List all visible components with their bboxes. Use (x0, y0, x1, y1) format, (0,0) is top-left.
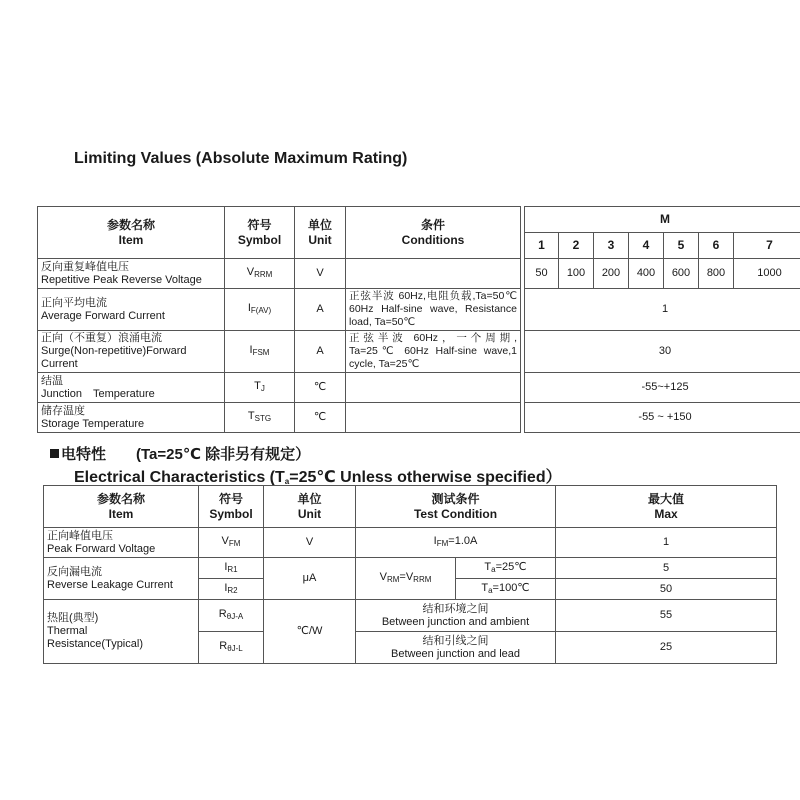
item-rth (44, 600, 199, 664)
symbol-vrrm: $V_{RRM}$ (225, 259, 295, 289)
max-rth-jl: 25 (556, 632, 777, 664)
item-cn: 热阻(典型) (47, 612, 99, 624)
cond-en: Between junction and ambient (381, 615, 530, 628)
header-symbol-cn: 符号 (247, 217, 272, 232)
grade-1: 1 (525, 233, 559, 259)
table-row (38, 373, 800, 403)
header-unit (295, 207, 346, 259)
max-rth-ja: 55 (556, 600, 777, 632)
grade-6: 6 (699, 233, 734, 259)
unit-ifsm: A (295, 331, 346, 373)
item-vrrm (38, 259, 225, 289)
item-en: Resistance(Typical) (47, 638, 143, 650)
item-tj (38, 373, 225, 403)
header-max-cn: 最大值 (648, 491, 685, 506)
cond-tj (346, 373, 521, 403)
header-conditions-en: Conditions (401, 232, 465, 247)
item-en: Peak Forward Voltage (47, 542, 156, 555)
bullet-square-icon (50, 449, 59, 458)
header-max (556, 486, 777, 528)
item-en: Average Forward Current (41, 309, 165, 322)
max-ir1: 5 (556, 558, 777, 579)
item-cn: 正向平均电流 (41, 296, 107, 309)
max-ir2: 50 (556, 579, 777, 600)
max-vfm: 1 (556, 528, 777, 558)
table-row (38, 289, 800, 331)
value-vrrm-5: 600 (664, 259, 699, 289)
header-symbol (199, 486, 264, 528)
value-vrrm-1: 50 (525, 259, 559, 289)
header-symbol-cn: 符号 (218, 491, 243, 506)
header-item-en: Item (108, 506, 134, 521)
cond-ir-ta2: $T_a=100℃$ (456, 579, 556, 600)
table-row (38, 259, 800, 289)
value-vrrm-7: 1000 (734, 259, 800, 289)
header-item (44, 486, 199, 528)
value-vrrm-2: 100 (559, 259, 594, 289)
grade-3: 3 (594, 233, 629, 259)
table-row (38, 331, 800, 373)
header-item-en: Item (118, 232, 144, 247)
cond-ifsm: 正弦半波 60Hz，一个周期, Ta=25℃ 60Hz Half-sine wave,1 cycle, Ta=25℃ (346, 331, 521, 373)
value-tj: -55~+125 (525, 373, 800, 403)
cond-rth-jl (356, 632, 556, 664)
header-unit-cn: 单位 (307, 217, 332, 232)
value-tstg: -55 ~ +150 (525, 403, 800, 433)
header-unit-en: Unit (308, 232, 332, 247)
header-symbol-en: Symbol (209, 506, 253, 521)
item-ifsm (38, 331, 225, 373)
header-item (38, 207, 225, 259)
symbol-ir1: $I_{R1}$ (199, 558, 264, 579)
cond-ir: $V_{RM}=V_{RRM}$ (356, 558, 456, 600)
electrical-characteristics-table (43, 485, 777, 664)
value-vrrm-6: 800 (699, 259, 734, 289)
header-item-cn: 参数名称 (106, 217, 155, 232)
table-row (44, 600, 777, 632)
grade-7: 7 (734, 233, 800, 259)
value-ifav: 1 (525, 289, 800, 331)
item-ifav (38, 289, 225, 331)
header-test-condition-en: Test Condition (413, 506, 498, 521)
unit-vrrm: V (295, 259, 346, 289)
limiting-values-table (37, 206, 800, 433)
value-vrrm-4: 400 (629, 259, 664, 289)
header-symbol (225, 207, 295, 259)
grade-5: 5 (664, 233, 699, 259)
symbol-ifsm: $I_{FSM}$ (225, 331, 295, 373)
unit-ir: μA (264, 558, 356, 600)
header-test-condition (356, 486, 556, 528)
unit-ifav: A (295, 289, 346, 331)
table-row (44, 558, 777, 579)
cond-en: Between junction and lead (390, 647, 521, 660)
item-cn: 正向（不重复）浪涌电流 (41, 332, 162, 344)
item-cn: 反向重复峰值电压 (41, 260, 129, 273)
header-item-cn: 参数名称 (96, 491, 145, 506)
item-en: Surge(Non-repetitive)Forward Current (41, 345, 187, 370)
cond-ir-ta1: $T_a=25℃$ (456, 558, 556, 579)
table-row (38, 403, 800, 433)
symbol-tstg: $T_{STG}$ (225, 403, 295, 433)
item-cn: 正向峰值电压 (47, 529, 113, 542)
value-vrrm-3: 200 (594, 259, 629, 289)
item-cn: 反向漏电流 (47, 565, 102, 578)
grade-4: 4 (629, 233, 664, 259)
value-ifsm: 30 (525, 331, 800, 373)
symbol-tj: $T_J$ (225, 373, 295, 403)
item-tstg (38, 403, 225, 433)
symbol-vfm: $V_{FM}$ (199, 528, 264, 558)
header-max-en: Max (654, 506, 678, 521)
unit-tstg: ℃ (295, 403, 346, 433)
item-en: Reverse Leakage Current (47, 578, 173, 591)
cond-rth-ja (356, 600, 556, 632)
header-group-m: M (525, 207, 800, 233)
item-cn: 结温 (41, 374, 63, 387)
cond-cn: 结和环境之间 (422, 602, 489, 615)
grade-2: 2 (559, 233, 594, 259)
symbol-rth-jl: $R_{\theta J-L}$ (199, 632, 264, 664)
header-conditions-cn: 条件 (420, 217, 445, 232)
header-unit-cn: 单位 (297, 491, 322, 506)
cond-vrrm (346, 259, 521, 289)
cond-cn: 结和引线之间 (422, 634, 489, 647)
item-ir (44, 558, 199, 600)
unit-tj: ℃ (295, 373, 346, 403)
header-unit-en: Unit (297, 506, 322, 521)
symbol-ir2: $I_{R2}$ (199, 579, 264, 600)
item-en: Junction Temperature (41, 387, 155, 400)
header-symbol-en: Symbol (237, 232, 282, 247)
cond-ifav: 正弦半波 60Hz,电阻负载,Ta=50℃ 60Hz Half-sine wave, Resistance load, Ta=50℃ (346, 289, 521, 331)
item-en: Repetitive Peak Reverse Voltage (41, 273, 202, 286)
symbol-rth-ja: $R_{\theta J-A}$ (199, 600, 264, 632)
electrical-title-en: Electrical Characteristics ($T_a=25℃$ Unless otherwise specified） (74, 469, 562, 486)
item-en: Thermal (47, 625, 88, 637)
item-vfm (44, 528, 199, 558)
unit-rth: ℃/W (264, 600, 356, 664)
limiting-values-title: Limiting Values (Absolute Maximum Rating) (74, 150, 408, 167)
table-row (44, 528, 777, 558)
cond-vfm: $I_{FM}=1.0A$ (356, 528, 556, 558)
cond-tstg (346, 403, 521, 433)
header-conditions (346, 207, 521, 259)
electrical-title-cn: 电特性 (Ta=25℃ 除非另有规定） (50, 443, 310, 464)
unit-vfm: V (264, 528, 356, 558)
item-cn: 储存温度 (41, 404, 85, 417)
header-test-condition-cn: 测试条件 (431, 491, 480, 506)
header-unit (264, 486, 356, 528)
item-en: Storage Temperature (41, 417, 145, 430)
symbol-ifav: $I_{F(AV)}$ (225, 289, 295, 331)
